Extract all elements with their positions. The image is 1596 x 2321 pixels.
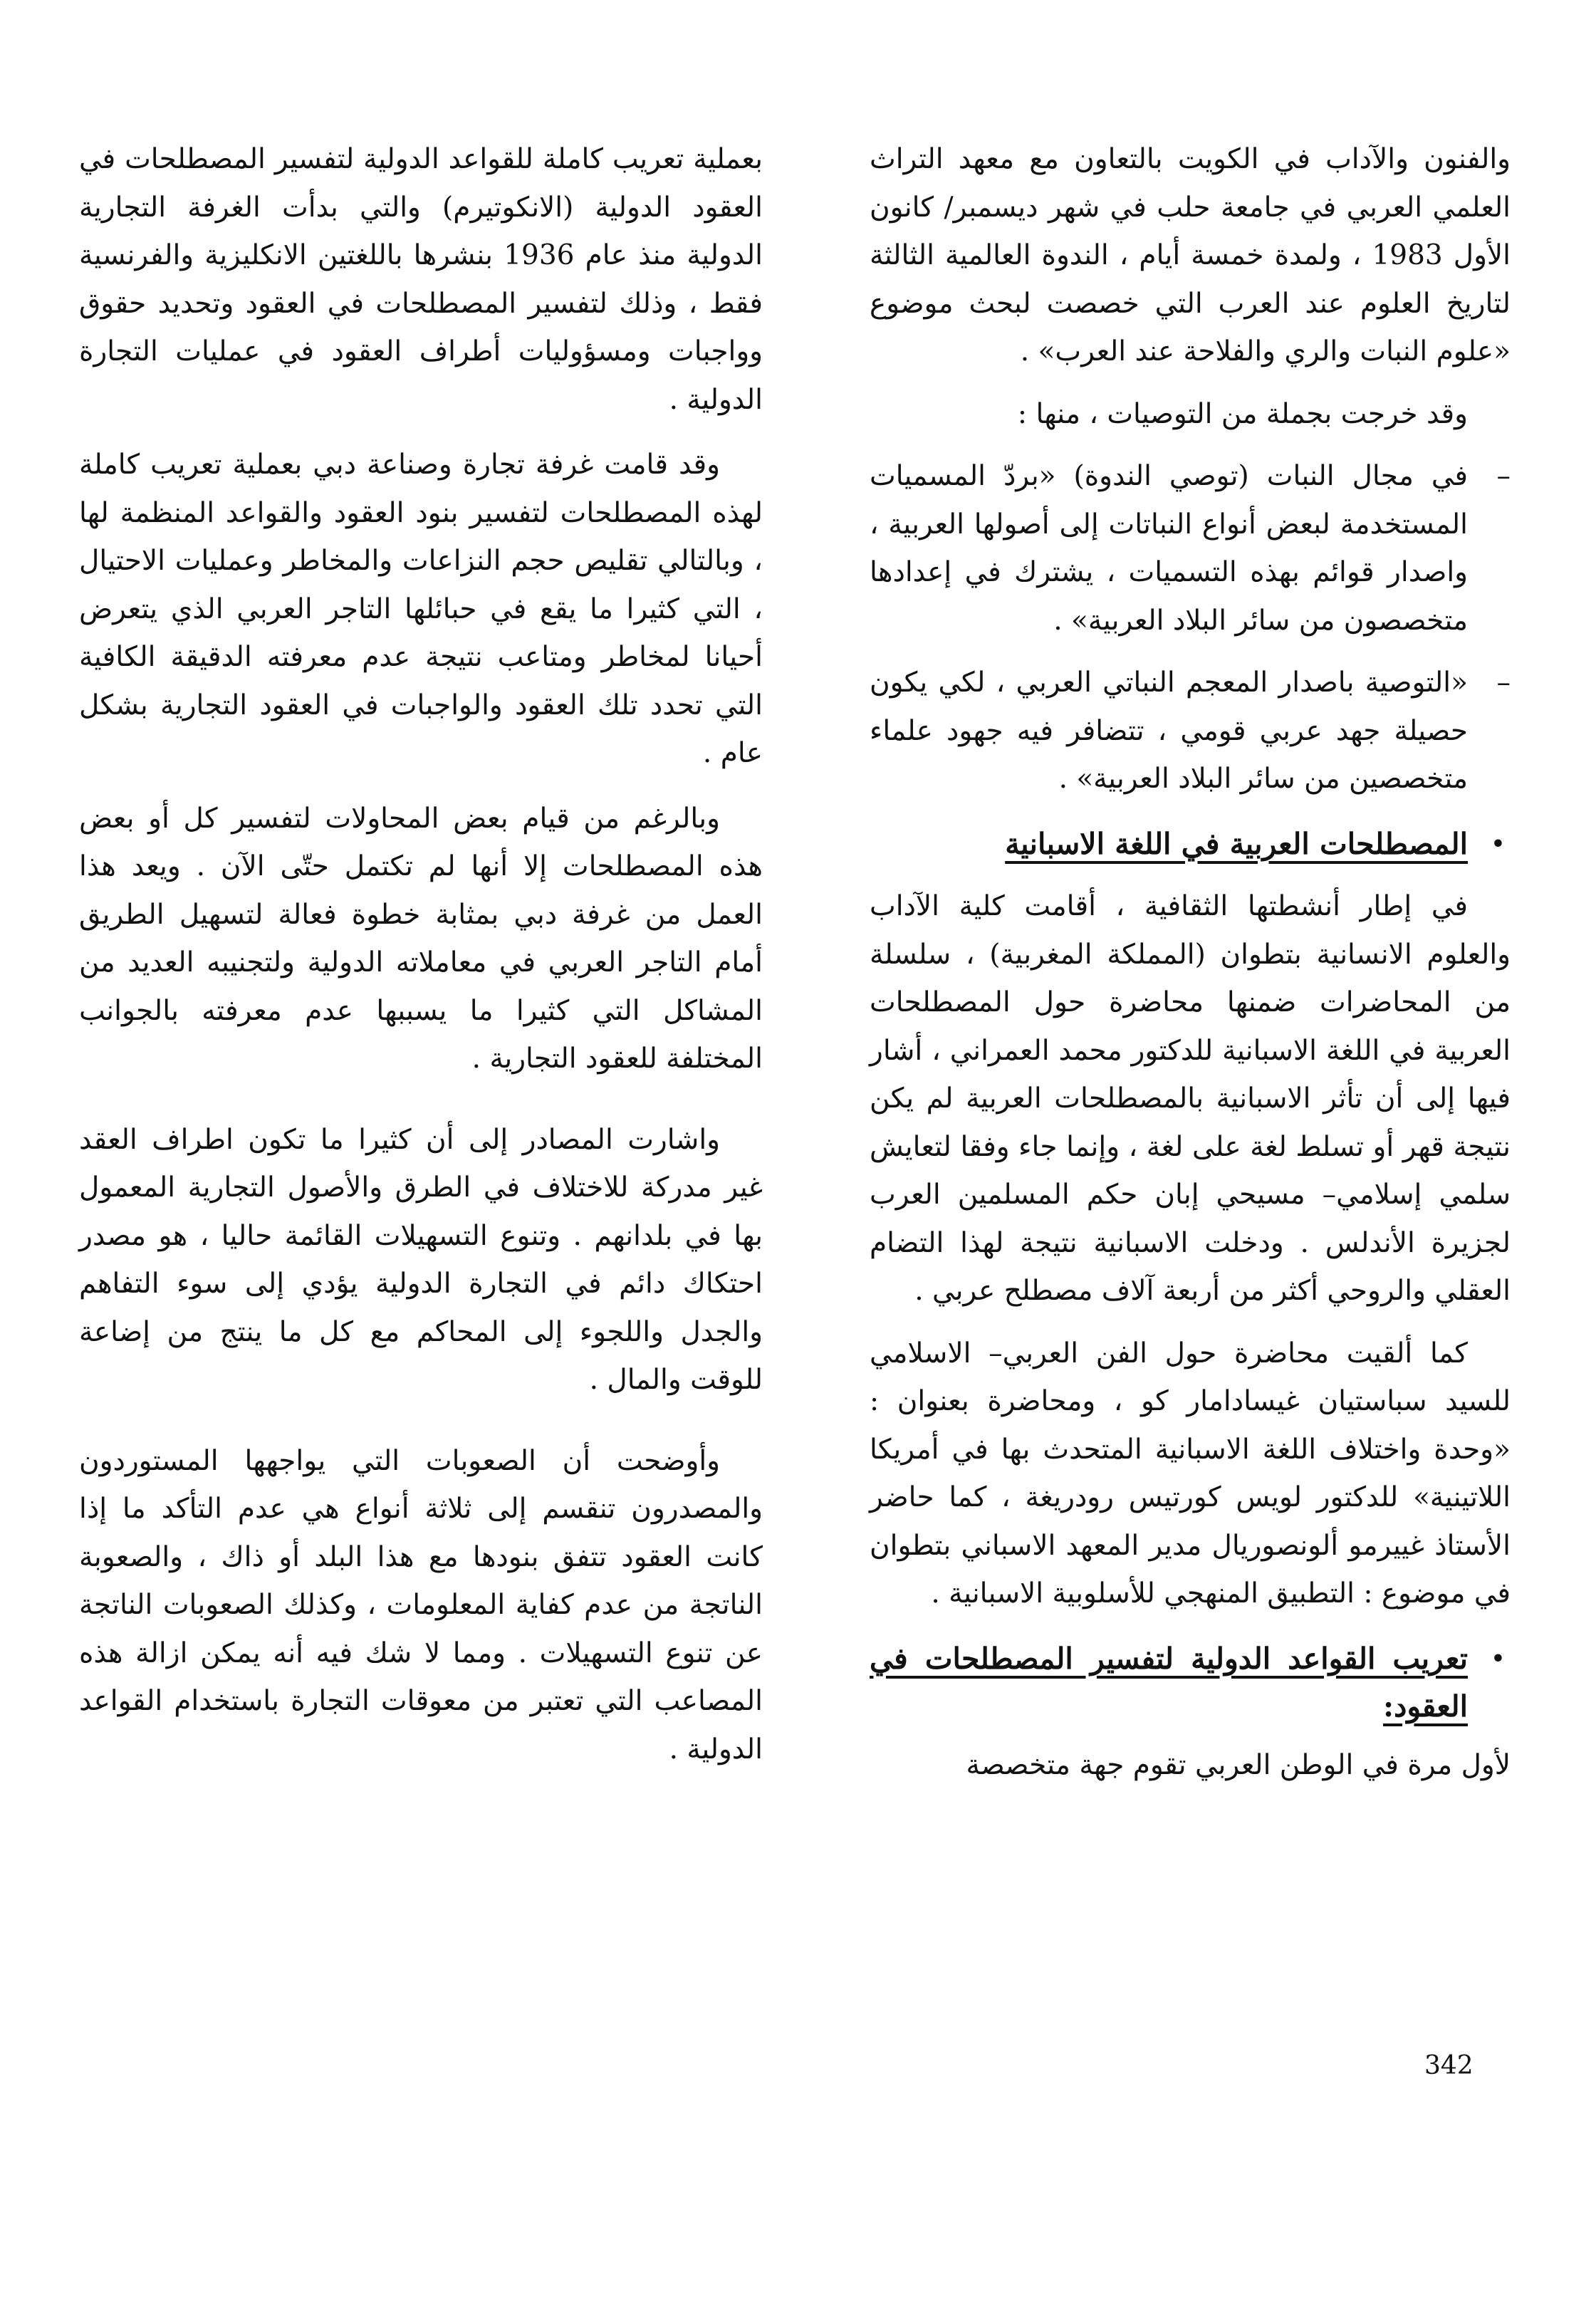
paragraph: واشارت المصادر إلى أن كثيرا ما تكون اطراف العقد غير مدركة للاختلاف في الطرق والأصول التجارية المعمول بها في بلدانهم . وتنوع التسهيلات القائمة حاليا ، هو مصدر احتكاك دائم في التجارة الدولية يؤدي إلى سوء التفاهم والجدل واللجوء إلى المحاكم مع كل ما ينتج من إضاعة للوقت والمال . — [79, 1123, 763, 1396]
section-heading-text: المصطلحات العربية في اللغة الاسبانية — [1005, 826, 1468, 861]
list-item — [870, 452, 1511, 645]
paragraph: بعملية تعريب كاملة للقواعد الدولية لتفسير المصطلحات في العقود الدولية (الانكوتيرم) والتي بدأت الغرفة التجارية الدولية منذ عام 1936 بنشرها باللغتين الانكليزية والفرنسية فقط ، وذلك لتفسير المصطلحات في العقود وتحديد حقوق وواجبات ومسؤوليات أطراف العقود في عمليات التجارة الدولية . — [79, 143, 763, 416]
paragraph: وقد خرجت بجملة من التوصيات ، منها : — [1017, 397, 1468, 430]
list-item — [870, 659, 1511, 803]
paragraph: كما ألقيت محاضرة حول الفن العربي– الاسلامي للسيد سباستيان غيسادامار كو ، ومحاضرة بعنوان : «وحدة واختلاف اللغة الاسبانية المتحدث بها في أمريكا اللاتينية» للدكتور لويس كورتيس رودريغة ، كما حاضر الأستاذ غييرمو ألونصوريال مدير المعهد الاسباني بتطوان في موضوع : التطبيق المنهجي للأسلوبية الاسبانية . — [870, 1337, 1511, 1610]
bullet-dot-icon: • — [1491, 831, 1505, 857]
paragraph: وقد قامت غرفة تجارة وصناعة دبي بعملية تعريب كاملة لهذه المصطلحات لتفسير بنود العقود والقواعد المنظمة لها ، وبالتالي تقليص حجم النزاعات والمخاطر وعمليات الاحتيال ، التي كثيرا ما يقع في حبائلها التاجر العربي الذي يتعرض أحيانا لمخاطر ومتاعب نتيجة عدم معرفته الدقيقة الكافية التي تحدد تلك العقود والواجبات في العقود التجارية بشكل عام . — [79, 449, 763, 769]
paragraph: لأول مرة في الوطن العربي تقوم جهة متخصصة — [966, 1748, 1511, 1781]
dash-bullet-icon: – — [1496, 460, 1511, 492]
left-column — [79, 135, 763, 1806]
section-heading-text: تعريب القواعد الدولية لتفسير المصطلحات في العقود: — [870, 1641, 1468, 1723]
dash-bullet-icon: – — [1496, 667, 1511, 699]
section-heading — [870, 1635, 1511, 1731]
right-column — [870, 135, 1511, 1789]
list-item-text: في مجال النبات (توصي الندوة) «بردّ المسميات المستخدمة لبعض أنواع النباتات إلى أصولها العربية ، واصدار قوائم بهذه التسميات ، يشترك في إعدادها متخصصون من سائر البلاد العربية» . — [870, 460, 1468, 637]
paragraph: وبالرغم من قيام بعض المحاولات لتفسير كل أو بعض هذه المصطلحات إلا أنها لم تكتمل حتّى الآن . ويعد هذا العمل من غرفة دبي بمثابة خطوة فعالة لتسهيل الطريق أمام التاجر العربي في معاملاته الدولية ولتجنيبه العديد من المشاكل التي كثيرا ما يسببها عدم معرفته بالجوانب المختلفة للعقود التجارية . — [79, 802, 763, 1075]
list-item-text: «التوصية باصدار المعجم النباتي العربي ، لكي يكون حصيلة جهد عربي قومي ، تتضافر فيه جهود علماء متخصصين من سائر البلاد العربية» . — [870, 667, 1468, 795]
bullet-dot-icon: • — [1491, 1646, 1505, 1671]
section-heading — [870, 820, 1511, 869]
paragraph: والفنون والآداب في الكويت بالتعاون مع معهد التراث العلمي العربي في جامعة حلب في شهر ديسمبر/ كانون الأول 1983 ، ولمدة خمسة أيام ، الندوة العالمية الثالثة لتاريخ العلوم عند العرب التي خصصت لبحث موضوع «علوم النبات والري والفلاحة عند العرب» . — [870, 143, 1511, 367]
page-number: 342 — [1424, 2051, 1474, 2080]
paragraph: في إطار أنشطتها الثقافية ، أقامت كلية الآداب والعلوم الانسانية بتطوان (المملكة المغربية) ، سلسلة من المحاضرات ضمنها محاضرة حول المصطلحات العربية في اللغة الاسبانية للدكتور محمد العمراني ، أشار فيها إلى أن تأثر الاسبانية بالمصطلحات العربية لم يكن نتيجة قهر أو تسلط لغة على لغة ، وإنما جاء وفقا لتعايش سلمي إسلامي– مسيحي إبان حكم المسلمين العرب لجزيرة الأندلس . ودخلت الاسبانية نتيجة لهذا التضام العقلي والروحي أكثر من أربعة آلاف مصطلح عربي . — [870, 890, 1511, 1307]
paragraph: وأوضحت أن الصعوبات التي يواجهها المستوردون والمصدرون تنقسم إلى ثلاثة أنواع هي عدم التأكد ما إذا كانت العقود تتفق بنودها مع هذا البلد أو ذاك ، والصعوبة الناتجة من عدم كفاية المعلومات ، وكذلك الصعوبات الناتجة عن تنوع التسهيلات . ومما لا شك فيه أنه يمكن ازالة هذه المصاعب التي تعتبر من معوقات التجارة باستخدام القواعد الدولية . — [79, 1444, 763, 1765]
